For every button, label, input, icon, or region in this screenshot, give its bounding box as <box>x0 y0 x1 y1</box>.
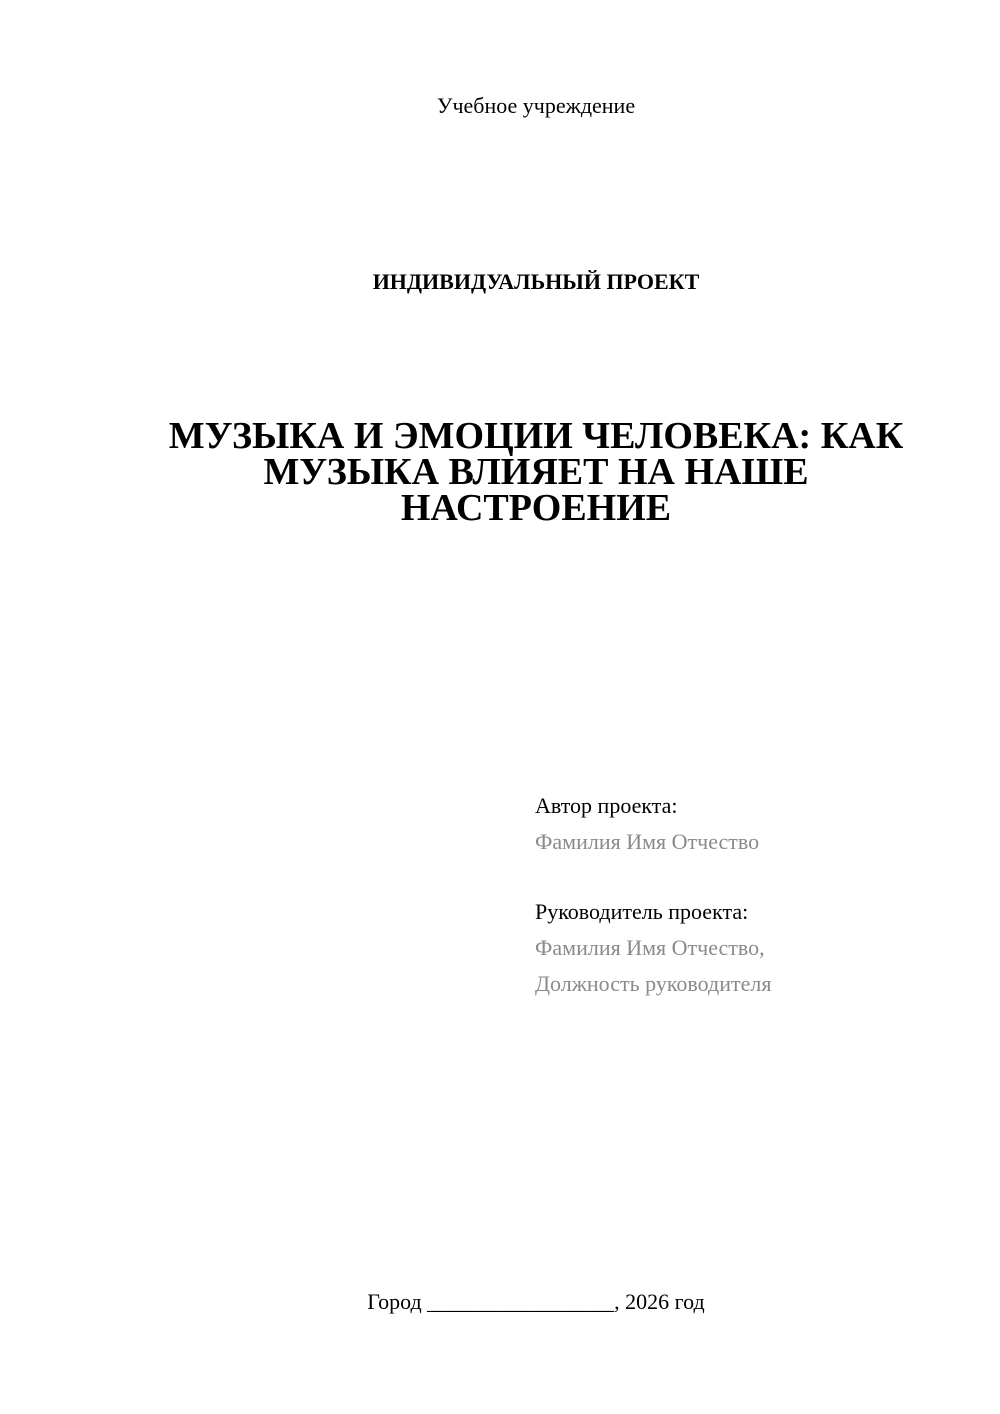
supervisor-name: Фамилия Имя Отчество, <box>535 935 765 960</box>
institution-name: Учебное учреждение <box>436 93 636 118</box>
author-name: Фамилия Имя Отчество <box>535 829 760 854</box>
project-title-line: НАСТРОЕНИЕ <box>400 487 672 529</box>
project-title <box>150 415 922 529</box>
project-title-line: МУЗЫКА ВЛИЯЕТ НА НАШЕ <box>263 451 809 493</box>
supervisor-position: Должность руководителя <box>535 971 772 996</box>
project-title-line: МУЗЫКА И ЭМОЦИИ ЧЕЛОВЕКА: КАК <box>168 415 904 457</box>
project-type-heading: ИНДИВИДУАЛЬНЫЙ ПРОЕКТ <box>372 269 700 294</box>
supervisor-label: Руководитель проекта: <box>535 899 749 924</box>
author-label: Автор проекта: <box>535 793 678 818</box>
project-info-block <box>535 788 955 1002</box>
city-year-footer: Город _________________, 2026 год <box>367 1289 705 1314</box>
spacer <box>535 860 955 894</box>
